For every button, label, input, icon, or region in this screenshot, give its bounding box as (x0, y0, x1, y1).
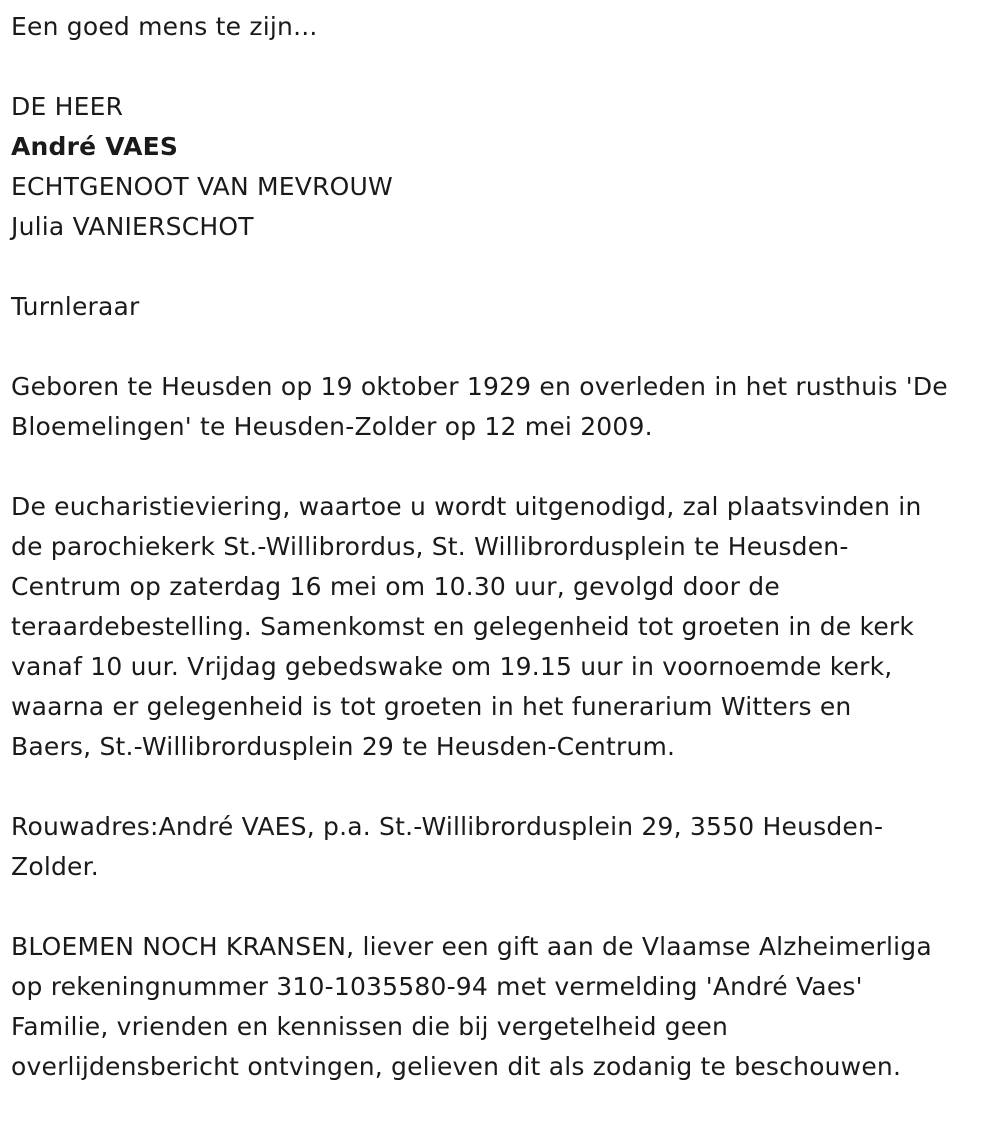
paragraph-line: Bloemelingen' te Heusden-Zolder op 12 mei 2009. (11, 412, 653, 441)
paragraph-line: Centrum op zaterdag 16 mei om 10.30 uur, gevolgd door de (11, 572, 780, 601)
service-paragraph (11, 487, 991, 767)
mourning-address-paragraph (11, 807, 991, 887)
paragraph-line: Geboren te Heusden op 19 oktober 1929 en overleden in het rusthuis 'De (11, 372, 948, 401)
paragraph-line: BLOEMEN NOCH KRANSEN, liever een gift aan de Vlaamse Alzheimerliga (11, 932, 932, 961)
paragraph-line: Rouwadres:André VAES, p.a. St.-Willibrordusplein 29, 3550 Heusden- (11, 812, 884, 841)
paragraph-line: Familie, vrienden en kennissen die bij vergetelheid geen (11, 1012, 729, 1041)
paragraph-line: waarna er gelegenheid is tot groeten in het funerarium Witters en (11, 692, 852, 721)
paragraph-line: overlijdensbericht ontvingen, gelieven dit als zodanig te beschouwen. (11, 1052, 902, 1081)
paragraph-line: vanaf 10 uur. Vrijdag gebedswake om 19.15 uur in voornoemde kerk, (11, 652, 893, 681)
obituary-notice (11, 7, 991, 1087)
spouse-name: Julia VANIERSCHOT (11, 212, 254, 241)
motto: Een goed mens te zijn... (11, 12, 318, 41)
paragraph-line: De eucharistieviering, waartoe u wordt uitgenodigd, zal plaatsvinden in (11, 492, 922, 521)
paragraph-line: Baers, St.-Willibrordusplein 29 te Heusden-Centrum. (11, 732, 676, 761)
deceased-name: André VAES (11, 132, 179, 161)
paragraph-line: Zolder. (11, 852, 99, 881)
paragraph-line: teraardebestelling. Samenkomst en gelegenheid tot groeten in de kerk (11, 612, 915, 641)
birth-death-paragraph (11, 367, 991, 447)
paragraph-line: op rekeningnummer 310-1035580-94 met vermelding 'André Vaes' (11, 972, 863, 1001)
paragraph-line: de parochiekerk St.-Willibrordus, St. Willibrordusplein te Heusden- (11, 532, 849, 561)
spouse-label: ECHTGENOOT VAN MEVROUW (11, 172, 393, 201)
closing-paragraph (11, 927, 991, 1087)
profession: Turnleraar (11, 292, 140, 321)
honorific-title: DE HEER (11, 92, 124, 121)
